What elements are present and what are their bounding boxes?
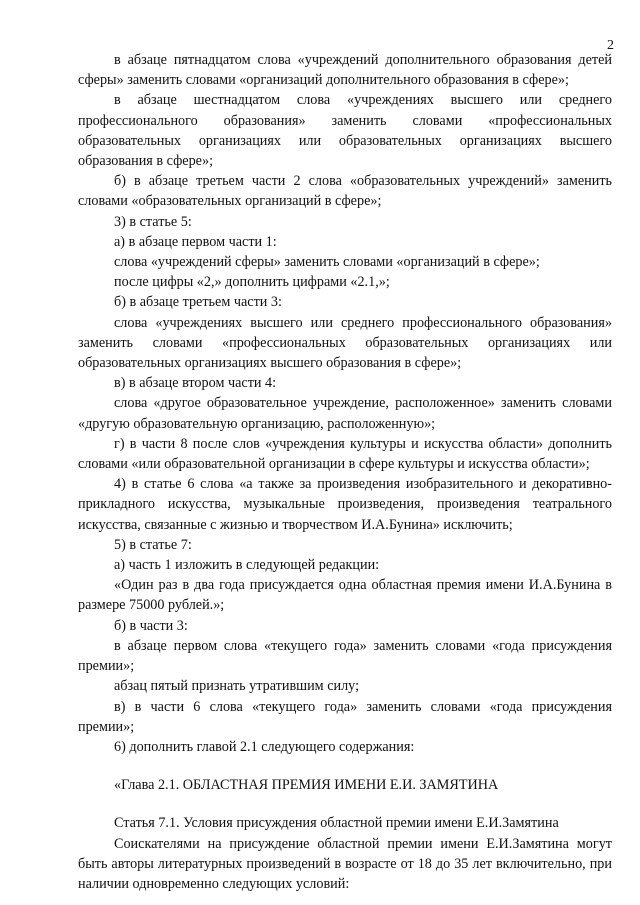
paragraph: Соискателями на присуждение областной премии имени Е.И.Замятина могут быть авторы литературных произведений в возрасте от 18 до 35 лет включительно, при наличии одновременно следующих условий: <box>78 835 612 892</box>
chapter-heading: «Глава 2.1. ОБЛАСТНАЯ ПРЕМИЯ ИМЕНИ Е.И. ЗАМЯТИНА <box>114 777 499 794</box>
paragraph: а) в абзаце первом части 1: <box>114 233 277 250</box>
paragraph: в абзаце пятнадцатом слова «учреждений дополнительного образования детей сферы» заменить словами «организаций дополнительного образования в сфере»; <box>78 52 612 89</box>
paragraph: слова «учреждениях высшего или среднего профессионального образования» заменить словами «профессиональных образовательных организациях или образовательных организациях высшего образования в сфере»; <box>78 314 612 372</box>
paragraph: после цифры «2,» дополнить цифрами «2.1,»; <box>114 274 390 291</box>
paragraph: в абзаце шестнадцатом слова «учреждениях высшего или среднего профессионального образования» заменить словами «профессиональных образовательных организациях или образовательных организациях высшего образования в сфере»; <box>78 92 612 170</box>
paragraph: в абзаце первом слова «текущего года» заменить словами «года присуждения премии»; <box>78 637 612 675</box>
paragraph: б) в абзаце третьем части 2 слова «образовательных учреждений» заменить словами «образовательных организаций в сфере»; <box>78 173 612 210</box>
paragraph: б) в абзаце третьем части 3: <box>114 294 282 311</box>
page-number: 2 <box>607 38 614 53</box>
paragraph: 6) дополнить главой 2.1 следующего содержания: <box>114 738 415 755</box>
paragraph: б) в части 3: <box>114 617 188 634</box>
article-heading: Статья 7.1. Условия присуждения областной премии имени Е.И.Замятина <box>114 815 559 832</box>
paragraph: в) в абзаце втором части 4: <box>114 375 277 392</box>
paragraph: в) в части 6 слова «текущего года» заменить словами «года присуждения премии»; <box>78 698 612 735</box>
paragraph: слова «другое образовательное учреждение, расположенное» заменить словами «другую образовательную организацию, расположенную»; <box>78 395 612 432</box>
paragraph: 5) в статье 7: <box>114 536 192 553</box>
paragraph: «Один раз в два года присуждается одна областная премия имени И.А.Бунина в размере 75000 рублей.»; <box>78 577 612 614</box>
document-body <box>78 50 612 894</box>
paragraph: г) в части 8 после слов «учреждения культуры и искусства области» дополнить словами «или образовательной организации в сфере культуры и искусства области»; <box>78 435 612 473</box>
paragraph: абзац пятый признать утратившим силу; <box>114 678 360 695</box>
paragraph: слова «учреждений сферы» заменить словами «организаций в сфере»; <box>114 254 540 271</box>
paragraph: а) часть 1 изложить в следующей редакции: <box>114 557 380 574</box>
paragraph: 3) в статье 5: <box>114 213 192 230</box>
paragraph: 4) в статье 6 слова «а также за произведения изобразительного и декоративно-прикладного искусства, музыкальные произведения, произведения театрального искусства, связанные с жизнью и творчеством И.А.Бунина» исключить; <box>78 476 612 533</box>
